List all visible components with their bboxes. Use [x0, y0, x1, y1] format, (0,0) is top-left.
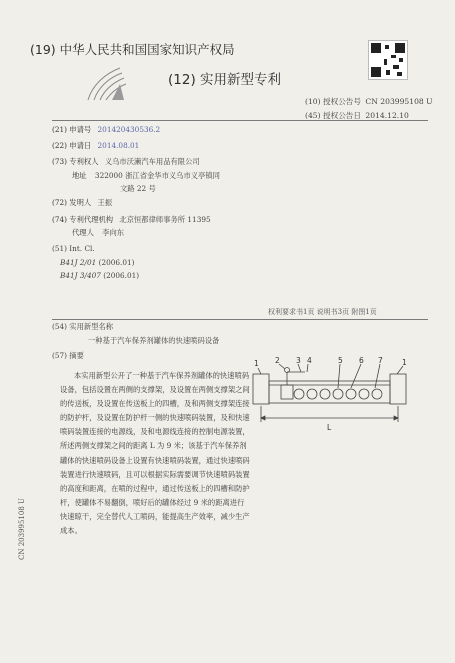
pub-date-label: (45) 授权公告日 [305, 111, 361, 120]
assignee: 义乌市沃濑汽车用品有限公司 [104, 157, 200, 166]
filing-date-label: (22) 申请日 [52, 141, 92, 150]
application-number-row [52, 125, 160, 135]
pub-number: CN 203995108 U [365, 97, 433, 106]
abstract-figure [245, 354, 415, 436]
application-number-label: (21) 申请号 [52, 125, 92, 134]
agent: 李向东 [102, 228, 125, 237]
print-head [281, 385, 293, 399]
address-line-2: 文路 22 号 [120, 184, 156, 193]
figure-label-6: 6 [359, 356, 364, 365]
filing-date-row [52, 141, 139, 151]
ipc-row-1 [60, 258, 134, 267]
ipc-label: (51) Int. Cl. [52, 244, 95, 253]
ipc-code-1: B41J 2/01 [60, 258, 97, 267]
assignee-label: (73) 专利权人 [52, 157, 99, 166]
dimension-label: L [327, 423, 332, 432]
address-row [72, 171, 220, 181]
agent-label: 代理人 [72, 228, 94, 237]
pub-number-label: (10) 授权公告号 [305, 97, 361, 106]
filing-date: 2014.08.01 [97, 141, 140, 150]
application-number: 201420430536.2 [97, 125, 161, 134]
inventor-row [52, 198, 112, 208]
figure-label-1-right: 1 [402, 358, 407, 367]
qr-code-icon [368, 40, 408, 80]
address-line-1: 322000 浙江省金华市义乌市义亭镇同 [94, 171, 220, 180]
assignee-row [52, 157, 200, 167]
middle-divider [52, 319, 428, 320]
abstract-text: 本实用新型公开了一种基于汽车保养剂罐体的快速喷码设备，包括设置在两侧的支撑架，及设置在两侧支撑架之间的传送板，及设置在传送板上的四槽，及和两侧支撑架连接的防护杆，及设置在防护杆一侧的快速喷码装置，及和快速喷码装置连接的电源线，及和电源线连接的控制电源装置，所述两侧支撑架之间的距离 L 为 9 米；该基于汽车保养剂罐体的快速喷码设备上设置有快速喷码装置，通过快速喷码装置进行快速喷码，且可以根据实际需要调节快速喷码装置的高度和距离，在喷的过程中，通过传送板上的四槽和防护杆，使罐体不易翻倒，喷好后的罐体经过 9 米的距离进行快速晾干，完全替代人工喷码，能提高生产效率，减少生产成本。 [60, 371, 250, 536]
pub-date: 2014.12.10 [365, 111, 409, 120]
ipc-date-2: (2006.01) [103, 271, 140, 280]
ipc-code-2: B41J 3/407 [60, 271, 101, 280]
figure-label-1-left: 1 [254, 359, 259, 368]
figure-label-4: 4 [307, 356, 312, 365]
top-divider [52, 120, 428, 121]
page-counts: 权利要求书1页 说明书3页 附图1页 [268, 308, 377, 316]
figure-label-3: 3 [296, 356, 301, 365]
agency: 北京恒都律师事务所 11395 [119, 215, 211, 224]
figure-label-5: 5 [338, 356, 343, 365]
ipc-date-1: (2006.01) [98, 258, 135, 267]
title-label: (54) 实用新型名称 [52, 322, 114, 331]
office-logo-icon [82, 64, 136, 102]
office-name: (19) 中华人民共和国国家知识产权局 [30, 42, 235, 57]
side-publication-code: CN 203995108 U [18, 498, 26, 560]
document-type: (12) 实用新型专利 [168, 72, 282, 88]
address-label: 地址 [72, 171, 87, 180]
agency-row [52, 215, 211, 225]
ipc-row-2 [60, 271, 139, 280]
cans [294, 389, 382, 399]
pub-number-row [305, 96, 433, 107]
utility-model-title: 一种基于汽车保养剂罐体的快速喷码设备 [88, 336, 220, 345]
left-support [253, 374, 269, 404]
inventor-label: (72) 发明人 [52, 198, 92, 207]
inventor: 王振 [97, 198, 113, 207]
figure-label-7: 7 [378, 356, 383, 365]
figure-label-2: 2 [275, 356, 280, 365]
right-support [390, 374, 406, 404]
agent-row [72, 228, 124, 238]
agency-label: (74) 专利代理机构 [52, 215, 114, 224]
abstract-label: (57) 摘要 [52, 351, 84, 360]
